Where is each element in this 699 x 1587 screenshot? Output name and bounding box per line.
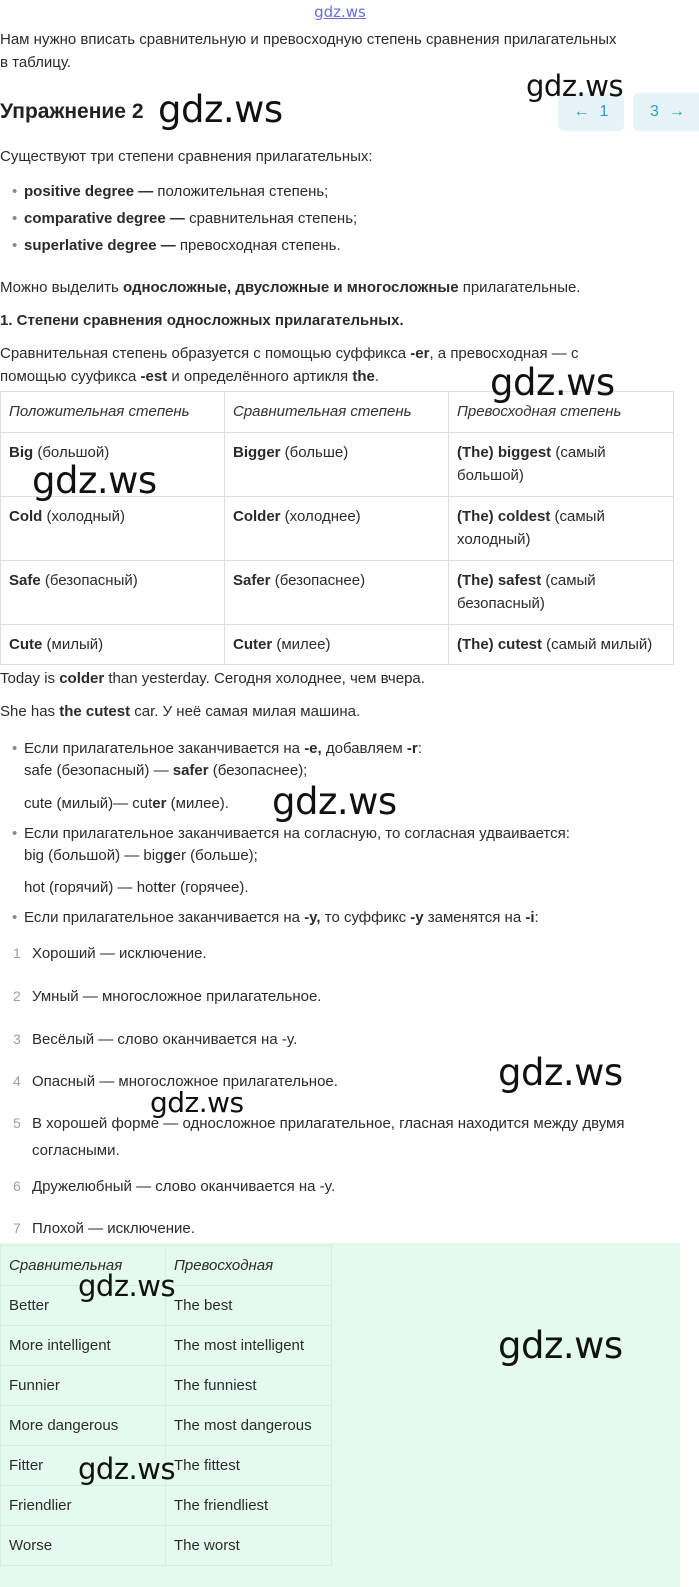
- watermark: gdz.ws: [526, 69, 624, 103]
- table-row: [1, 1406, 332, 1446]
- table-cell: Cute (милый): [1, 625, 225, 665]
- next-exercise-label: 3: [650, 103, 659, 120]
- example-sentence: Today is colder than yesterday. Сегодня холоднее, чем вчера.: [0, 670, 425, 687]
- watermark: gdz.ws: [498, 1051, 623, 1094]
- note-number: 5: [13, 1115, 21, 1131]
- exercise-title: Упражнение 2: [0, 100, 144, 123]
- table-header: Сравнительная степень: [225, 392, 449, 433]
- arrow-left-icon: ←: [573, 103, 590, 120]
- table-cell: The most intelligent: [166, 1326, 332, 1366]
- intro-text: [0, 28, 680, 74]
- note-number: 2: [13, 988, 21, 1004]
- table-cell: The friendliest: [166, 1486, 332, 1526]
- degree-item: • comparative degree — сравнительная степень;: [12, 207, 357, 230]
- table-cell: Better: [1, 1286, 166, 1326]
- table-cell: The best: [166, 1286, 332, 1326]
- table-cell: (The) safest (самый безопасный): [449, 561, 674, 625]
- table-cell: Colder (холоднее): [225, 497, 449, 561]
- watermark: gdz.ws: [32, 459, 157, 502]
- watermark: gdz.ws: [150, 1086, 244, 1119]
- note-number: 6: [13, 1178, 21, 1194]
- intro-line-1: Нам нужно вписать сравнительную и превосходную степень сравнения прилагательных: [0, 31, 617, 48]
- table-cell: (The) biggest (самый большой): [449, 433, 674, 497]
- note-text: Умный — многосложное прилагательное.: [32, 988, 322, 1005]
- table-cell: The worst: [166, 1526, 332, 1566]
- prev-exercise-label: 1: [599, 103, 609, 120]
- example-sentence: She has the cutest car. У неё самая милая машина.: [0, 703, 361, 720]
- note-number: 4: [13, 1073, 21, 1089]
- table-cell: Safer (безопаснее): [225, 561, 449, 625]
- table-row: [1, 497, 674, 561]
- table-cell: Bigger (больше): [225, 433, 449, 497]
- watermark: gdz.ws: [158, 88, 283, 131]
- watermark-top: gdz.ws: [314, 3, 366, 21]
- intro-line-2: в таблицу.: [0, 54, 71, 71]
- table-header: Положительная степень: [1, 392, 225, 433]
- next-exercise-button[interactable]: [633, 93, 699, 131]
- table-cell: Friendlier: [1, 1486, 166, 1526]
- table-cell: Worse: [1, 1526, 166, 1566]
- table-row: [1, 1326, 332, 1366]
- note-text: Плохой — исключение.: [32, 1220, 195, 1237]
- section-heading: 1. Степени сравнения односложных прилагательных.: [0, 312, 404, 329]
- table-row: [1, 1486, 332, 1526]
- table-cell: The most dangerous: [166, 1406, 332, 1446]
- note-text: В хорошей форме — односложное прилагательное, гласная находится между двумя: [32, 1115, 625, 1132]
- table-cell: Funnier: [1, 1366, 166, 1406]
- table-cell: Big (большой): [1, 433, 225, 497]
- table-row: [1, 625, 674, 665]
- rule-example: big (большой) — bigger (больше);: [24, 847, 258, 864]
- degree-item: • superlative degree — превосходная степень.: [12, 234, 341, 257]
- table-cell: Fitter: [1, 1446, 166, 1486]
- watermark: gdz.ws: [498, 1324, 623, 1367]
- rule-item: • Если прилагательное заканчивается на -y, то суффикс -y заменятся на -i:: [12, 906, 539, 930]
- arrow-right-icon: →: [668, 103, 685, 120]
- table-cell: Safe (безопасный): [1, 561, 225, 625]
- table-header: Сравнительная: [1, 1246, 166, 1286]
- table-row: [1, 1366, 332, 1406]
- watermark: gdz.ws: [78, 1452, 176, 1486]
- note-text: Весёлый — слово оканчивается на -y.: [32, 1031, 298, 1048]
- watermark: gdz.ws: [78, 1269, 176, 1303]
- table-cell: More intelligent: [1, 1326, 166, 1366]
- rule-example: safe (безопасный) — safer (безопаснее);: [24, 762, 308, 779]
- note-text: Опасный — многосложное прилагательное.: [32, 1073, 338, 1090]
- table-row: [1, 1526, 332, 1566]
- table-cell: (The) coldest (самый холодный): [449, 497, 674, 561]
- degree-item: • positive degree — положительная степень;: [12, 180, 328, 203]
- table-header: Превосходная степень: [449, 392, 674, 433]
- degrees-intro: Существуют три степени сравнения прилагательных:: [0, 148, 373, 165]
- rule-text: Сравнительная степень образуется с помощью суффикса -er, а превосходная — с помощью сууфикса -est и определённого артикля the.: [0, 345, 579, 385]
- table-cell: The funniest: [166, 1366, 332, 1406]
- note-text-continued: согласными.: [32, 1142, 120, 1159]
- degrees-table: [0, 391, 674, 665]
- watermark: gdz.ws: [490, 361, 615, 404]
- watermark: gdz.ws: [272, 780, 397, 823]
- note-number: 3: [13, 1031, 21, 1047]
- rule-example: hot (горячий) — hotter (горячее).: [24, 879, 249, 896]
- rule-item: • Если прилагательное заканчивается на согласную, то согласная удваивается:: [12, 822, 570, 845]
- table-header: Превосходная: [166, 1246, 332, 1286]
- note-number: 1: [13, 945, 21, 961]
- table-cell: Cold (холодный): [1, 497, 225, 561]
- note-text: Дружелюбный — слово оканчивается на -y.: [32, 1178, 336, 1195]
- table-row: [1, 561, 674, 625]
- table-cell: The fittest: [166, 1446, 332, 1486]
- table-cell: More dangerous: [1, 1406, 166, 1446]
- syllable-text: Можно выделить односложные, двусложные и многосложные прилагательные.: [0, 279, 581, 296]
- table-cell: (The) cutest (самый милый): [449, 625, 674, 665]
- note-text: Хороший — исключение.: [32, 945, 207, 962]
- rule-example: cute (милый)— cuter (милее).: [24, 795, 229, 812]
- rule-item: • Если прилагательное заканчивается на -e, добавляем -r:: [12, 737, 422, 760]
- table-cell: Cuter (милее): [225, 625, 449, 665]
- note-number: 7: [13, 1220, 21, 1236]
